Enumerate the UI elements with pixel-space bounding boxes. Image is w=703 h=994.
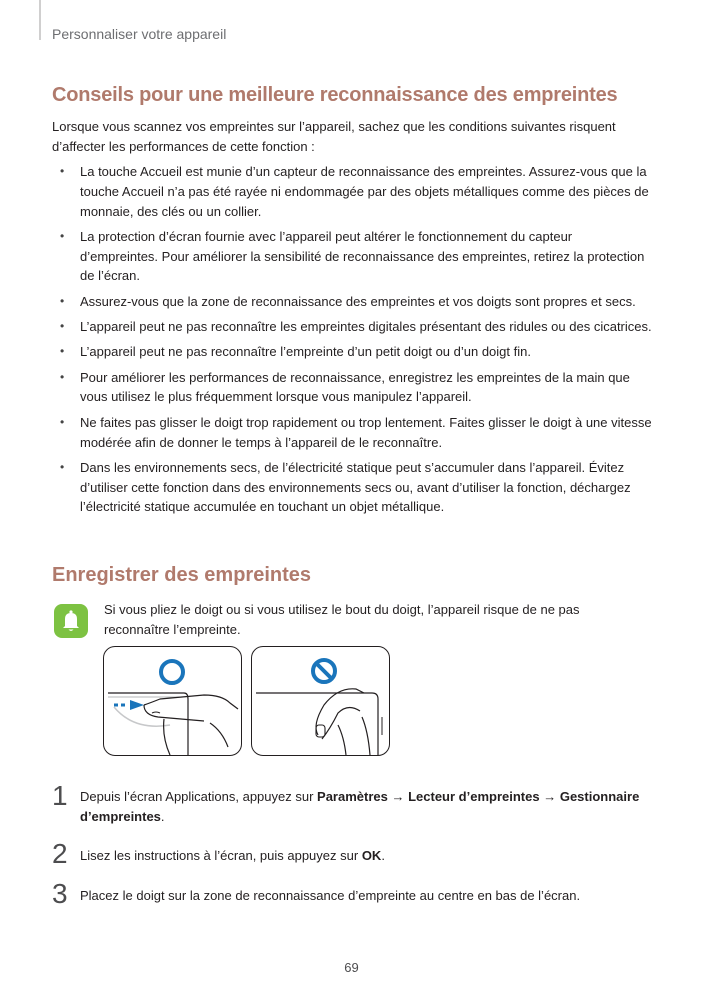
list-item: • La protection d’écran fournie avec l’appareil peut altérer le fonctionnement du capteur d’empreintes. Pour améliorer la sensibilité de reconnaissance des empreintes, retirez la protection de l’écran.: [60, 228, 645, 284]
bullet-icon: •: [60, 369, 65, 384]
step-text: Depuis l’écran Applications, appuyez sur Paramètres → Lecteur d’empreintes → Gestionnaire d’empreintes.: [80, 789, 640, 824]
list-item: • L’appareil peut ne pas reconnaître l’empreinte d’un petit doigt ou d’un doigt fin.: [52, 342, 652, 362]
list-item: • Dans les environnements secs, de l’électricité statique peut s’accumuler dans l’appareil. Évitez d’utiliser cette fonction dans des environnements secs ou, avant d’utiliser la fonction, déchargez l’électricité statique accumulée en touchant un objet métallique.: [60, 459, 631, 515]
bullet-icon: •: [60, 344, 65, 359]
register-heading: Enregistrer des empreintes: [52, 564, 311, 586]
step-text: Placez le doigt sur la zone de reconnaissance d’empreinte au centre en bas de l’écran.: [80, 888, 581, 903]
list-item: • Ne faites pas glisser le doigt trop rapidement ou trop lentement. Faites glisser le doigt à une vitesse modérée afin de donner le temps à l’appareil de le reconnaître.: [60, 414, 652, 450]
note-text: Si vous pliez le doigt ou si vous utilisez le bout du doigt, l’appareil risque de ne pas reconnaître l’empreinte.: [104, 602, 580, 637]
bullet-icon: •: [60, 414, 65, 429]
tips-intro: Lorsque vous scannez vos empreintes sur l’appareil, sachez que les conditions suivantes risquent d’affecter les performances de cette fonction :: [52, 119, 616, 154]
bullet-icon: •: [60, 293, 65, 308]
illustration-correct: [103, 646, 242, 756]
tips-heading: Conseils pour une meilleure reconnaissance des empreintes: [52, 84, 618, 106]
correct-circle-icon: [161, 661, 183, 683]
bell-icon: [54, 604, 88, 638]
bullet-icon: •: [60, 319, 65, 334]
bullet-icon: •: [60, 164, 65, 178]
illustration-incorrect: [251, 646, 390, 756]
step-number: 2: [52, 838, 68, 869]
bullet-icon: •: [60, 228, 65, 243]
step-text: Lisez les instructions à l’écran, puis appuyez sur OK.: [80, 848, 385, 863]
tips-list: [52, 162, 652, 523]
prohibited-icon: [313, 660, 335, 682]
bell-icon-glyph: [54, 604, 88, 638]
list-item: • La touche Accueil est munie d’un capteur de reconnaissance des empreintes. Assurez-vous que la touche Accueil n’a pas été rayée ni endommagée par des objets métalliques comme des pièces de monnaie, des clés ou un collier.: [60, 164, 649, 219]
list-item: • L’appareil peut ne pas reconnaître les empreintes digitales présentant des ridules ou des cicatrices.: [52, 317, 652, 337]
step-number: 1: [52, 780, 68, 811]
header-rule: [39, 0, 41, 40]
page-number: 69: [344, 960, 359, 975]
list-item: • Assurez-vous que la zone de reconnaissance des empreintes et vos doigts sont propres et secs.: [52, 292, 652, 312]
section-header: Personnaliser votre appareil: [52, 26, 227, 42]
bullet-icon: •: [60, 459, 65, 474]
list-item: • Pour améliorer les performances de reconnaissance, enregistrez les empreintes de la main que vous utilisez le plus fréquemment lorsque vous manipulez l’appareil.: [60, 369, 630, 405]
step-number: 3: [52, 878, 68, 909]
